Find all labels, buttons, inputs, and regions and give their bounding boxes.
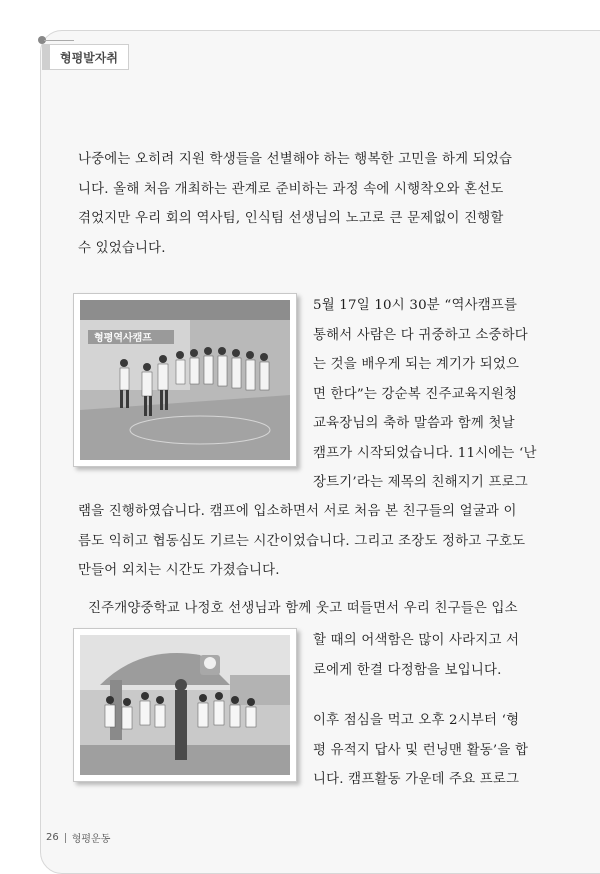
banner-text: 형평역사캠프 <box>94 333 152 344</box>
text-line: 면 한다”는 강순복 진주교육지원청 <box>313 386 518 402</box>
text-line: 캠프가 시작되었습니다. 11시에는 ‘난 <box>313 445 537 461</box>
text-line: 통해서 사람은 다 귀중하고 소중하다 <box>313 327 528 343</box>
camp-photo-2 <box>73 628 297 782</box>
paragraph-2-right <box>313 291 537 498</box>
paragraph-3-top <box>88 594 518 624</box>
text-line: 니다. 캠프활동 가운데 주요 프로그 <box>313 772 520 787</box>
page-footer <box>46 830 110 845</box>
paragraph-1 <box>78 145 512 263</box>
text-line: 진주개양중학교 나정호 선생님과 함께 웃고 떠들면서 우리 친구들은 입소 <box>88 601 518 616</box>
text-line: 교육장님의 축하 말씀과 함께 첫날 <box>313 416 515 431</box>
photo-image <box>80 635 290 775</box>
photo-illustration <box>80 635 290 775</box>
text-line: 이후 점심을 먹고 오후 2시부터 ‘형 <box>313 713 520 728</box>
text-line: 할 때의 어색함은 많이 사라지고 서 <box>313 633 520 648</box>
page-number: 26 <box>46 832 59 843</box>
text-line: 는 것을 배우게 되는 계기가 되었으 <box>313 357 520 372</box>
text-line: 나중에는 오히려 지원 학생들을 선별해야 하는 행복한 고민을 하게 되었습 <box>78 152 513 167</box>
section-label: 형평발자취 <box>50 44 129 70</box>
publication-name: 형평운동 <box>71 834 111 845</box>
text-line: 수 있었습니다. <box>78 240 166 256</box>
text-line: 로에게 한결 다정함을 보입니다. <box>313 662 502 678</box>
photo-illustration <box>80 300 290 460</box>
paragraph-3-right <box>313 626 519 685</box>
footer-divider <box>65 833 66 843</box>
paragraph-2-full <box>78 497 525 586</box>
text-line: 만들어 외치는 시간도 가졌습니다. <box>78 563 280 578</box>
corner-rule <box>44 40 74 41</box>
paragraph-4-right <box>313 706 528 795</box>
text-line: 평 유적지 답사 및 런닝맨 활동’을 합 <box>313 742 529 758</box>
text-line: 름도 익히고 협동심도 기르는 시간이었습니다. 그리고 조장도 정하고 구호도 <box>78 533 526 549</box>
text-line: 장트기’라는 제목의 친해지기 프로그 <box>313 475 528 490</box>
text-line: 5월 17일 10시 30분 “역사캠프를 <box>313 298 518 313</box>
text-line: 램을 진행하였습니다. 캠프에 입소하면서 서로 처음 본 친구들의 얼굴과 이 <box>78 504 517 519</box>
text-line: 겪었지만 우리 회의 역사팀, 인식팀 선생님의 노고로 큰 문제없이 진행할 <box>78 211 504 226</box>
camp-photo-1 <box>73 293 297 467</box>
text-line: 니다. 올해 처음 개최하는 관계로 준비하는 과정 속에 시행착오와 혼선도 <box>78 181 504 197</box>
photo-image <box>80 300 290 460</box>
